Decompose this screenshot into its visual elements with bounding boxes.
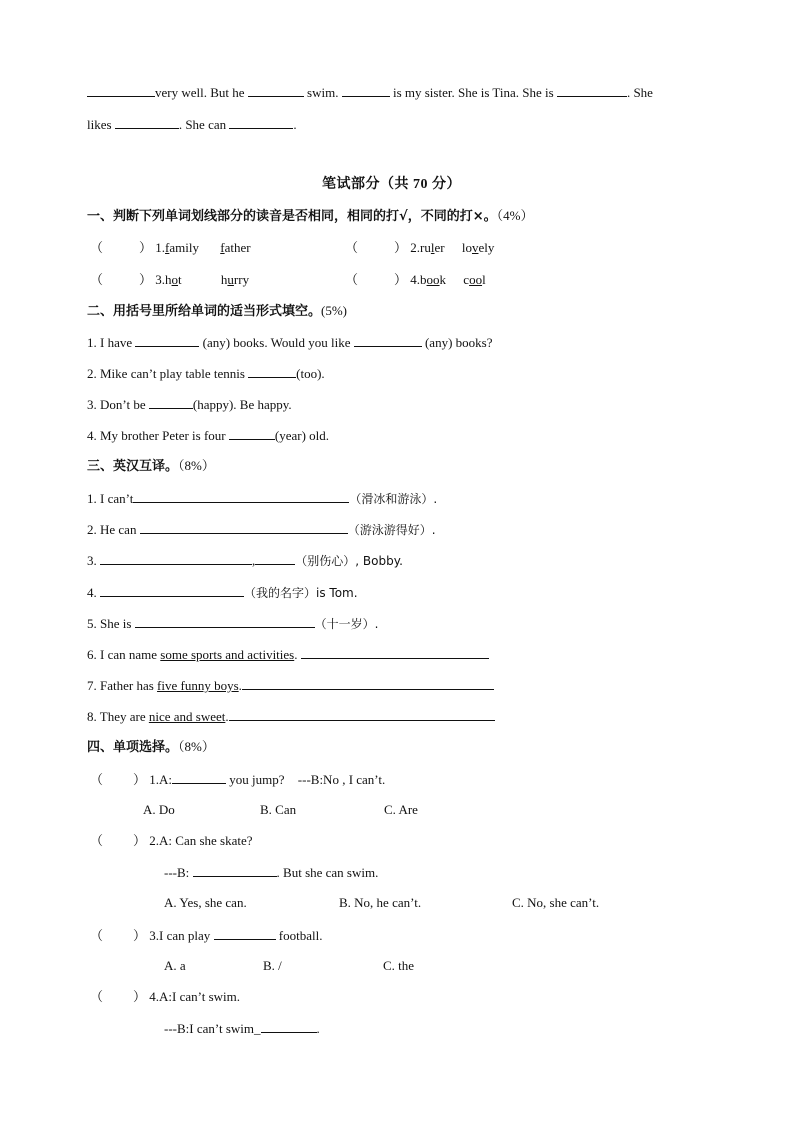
- s1-item-2: （ ） 2.ruler lovely: [345, 240, 495, 255]
- blank[interactable]: [115, 116, 179, 129]
- s1-item-4: （ ） 4.book cool: [345, 272, 486, 287]
- s2-item-1: 1. I have (any) books. Would you like (any) books?: [87, 335, 493, 350]
- blank[interactable]: [229, 708, 495, 721]
- section-3-heading: 三、英汉互译。（8%）: [87, 458, 215, 474]
- s4-q2: （ ） 2.A: Can she skate?: [90, 833, 253, 848]
- section-4-heading: 四、单项选择。（8%）: [87, 739, 215, 755]
- answer-paren[interactable]: （: [90, 272, 104, 287]
- blank[interactable]: [87, 84, 155, 97]
- s3-item-5: 5. She is （十一岁）.: [87, 616, 379, 631]
- s2-item-3: 3. Don’t be (happy). Be happy.: [87, 397, 292, 412]
- answer-paren[interactable]: （: [345, 272, 359, 287]
- s1-item-1: （ ） 1.family father: [90, 240, 251, 255]
- blank[interactable]: [193, 864, 277, 877]
- section-2-heading: 二、用括号里所给单词的适当形式填空。(5%): [87, 303, 348, 319]
- s4-q1-option-b[interactable]: B. Can: [260, 802, 297, 817]
- blank[interactable]: [248, 84, 304, 97]
- s4-q1-option-c[interactable]: C. Are: [384, 802, 418, 817]
- s4-q4: （ ） 4.A:I can’t swim.: [90, 989, 241, 1004]
- s4-q2-option-c[interactable]: C. No, she can’t.: [512, 895, 600, 910]
- blank[interactable]: [248, 365, 296, 378]
- blank[interactable]: [242, 677, 494, 690]
- answer-paren[interactable]: （: [90, 240, 104, 255]
- s4-q2-response: ---B: . But she can swim.: [164, 865, 379, 880]
- s3-item-1: 1. I can’t （滑冰和游泳）.: [87, 491, 438, 506]
- answer-paren[interactable]: （: [345, 240, 359, 255]
- blank[interactable]: [133, 490, 349, 503]
- s3-item-4: 4. （我的名字）is Tom.: [87, 585, 358, 600]
- check-mark-icon: √: [399, 209, 408, 224]
- blank[interactable]: [100, 584, 244, 597]
- s4-q1: （ ） 1.A: you jump? ---B:No , I can’t.: [90, 772, 386, 787]
- s2-item-4: 4. My brother Peter is four (year) old.: [87, 428, 330, 443]
- blank[interactable]: [140, 521, 348, 534]
- s4-q2-option-b[interactable]: B. No, he can’t.: [339, 895, 422, 910]
- blank[interactable]: [229, 427, 275, 440]
- blank[interactable]: [342, 84, 390, 97]
- answer-paren[interactable]: （: [90, 989, 104, 1004]
- blank[interactable]: [172, 771, 226, 784]
- cross-mark-icon: ×: [472, 209, 484, 224]
- blank[interactable]: [149, 396, 193, 409]
- s2-item-2: 2. Mike can’t play table tennis (too).: [87, 366, 325, 381]
- blank[interactable]: [255, 552, 295, 565]
- s4-q3: （ ） 3.I can play football.: [90, 928, 323, 943]
- s4-q3-option-a[interactable]: A. a: [164, 958, 186, 973]
- blank[interactable]: [135, 615, 315, 628]
- blank[interactable]: [261, 1020, 317, 1033]
- s4-q3-option-b[interactable]: B. /: [263, 958, 282, 973]
- blank[interactable]: [301, 646, 489, 659]
- s4-q1-option-a[interactable]: A. Do: [143, 802, 175, 817]
- answer-paren[interactable]: （: [90, 928, 104, 943]
- blank[interactable]: [229, 116, 293, 129]
- s4-q3-option-c[interactable]: C. the: [383, 958, 415, 973]
- blank[interactable]: [354, 334, 422, 347]
- s3-item-8: 8. They are nice and sweet.: [87, 708, 495, 725]
- blank[interactable]: [135, 334, 199, 347]
- listening-line-2: likes . She can .: [87, 117, 297, 132]
- s1-item-3: （ ） 3.hot hurry: [90, 272, 250, 287]
- s3-item-6: 6. I can name some sports and activities.: [87, 646, 489, 663]
- s3-item-3: 3. , （别伤心）, Bobby.: [87, 553, 403, 568]
- answer-paren[interactable]: （: [90, 772, 104, 787]
- blank[interactable]: [214, 927, 276, 940]
- blank[interactable]: [557, 84, 627, 97]
- blank[interactable]: [100, 552, 252, 565]
- s4-q4-response: ---B:I can’t swim_ .: [164, 1021, 320, 1036]
- s4-q2-option-a[interactable]: A. Yes, she can.: [164, 895, 247, 910]
- listening-line-1: very well. But he swim. is my sister. She is Tina. She is . She: [87, 84, 653, 101]
- s3-item-2: 2. He can （游泳游得好）.: [87, 522, 436, 537]
- section-1-heading: 一、判断下列单词划线部分的读音是否相同，相同的打√，不同的打×。（4%）: [87, 208, 534, 224]
- answer-paren[interactable]: （: [90, 833, 104, 848]
- s3-item-7: 7. Father has five funny boys.: [87, 677, 494, 694]
- page-title: 笔试部分（共 70 分）: [322, 177, 461, 192]
